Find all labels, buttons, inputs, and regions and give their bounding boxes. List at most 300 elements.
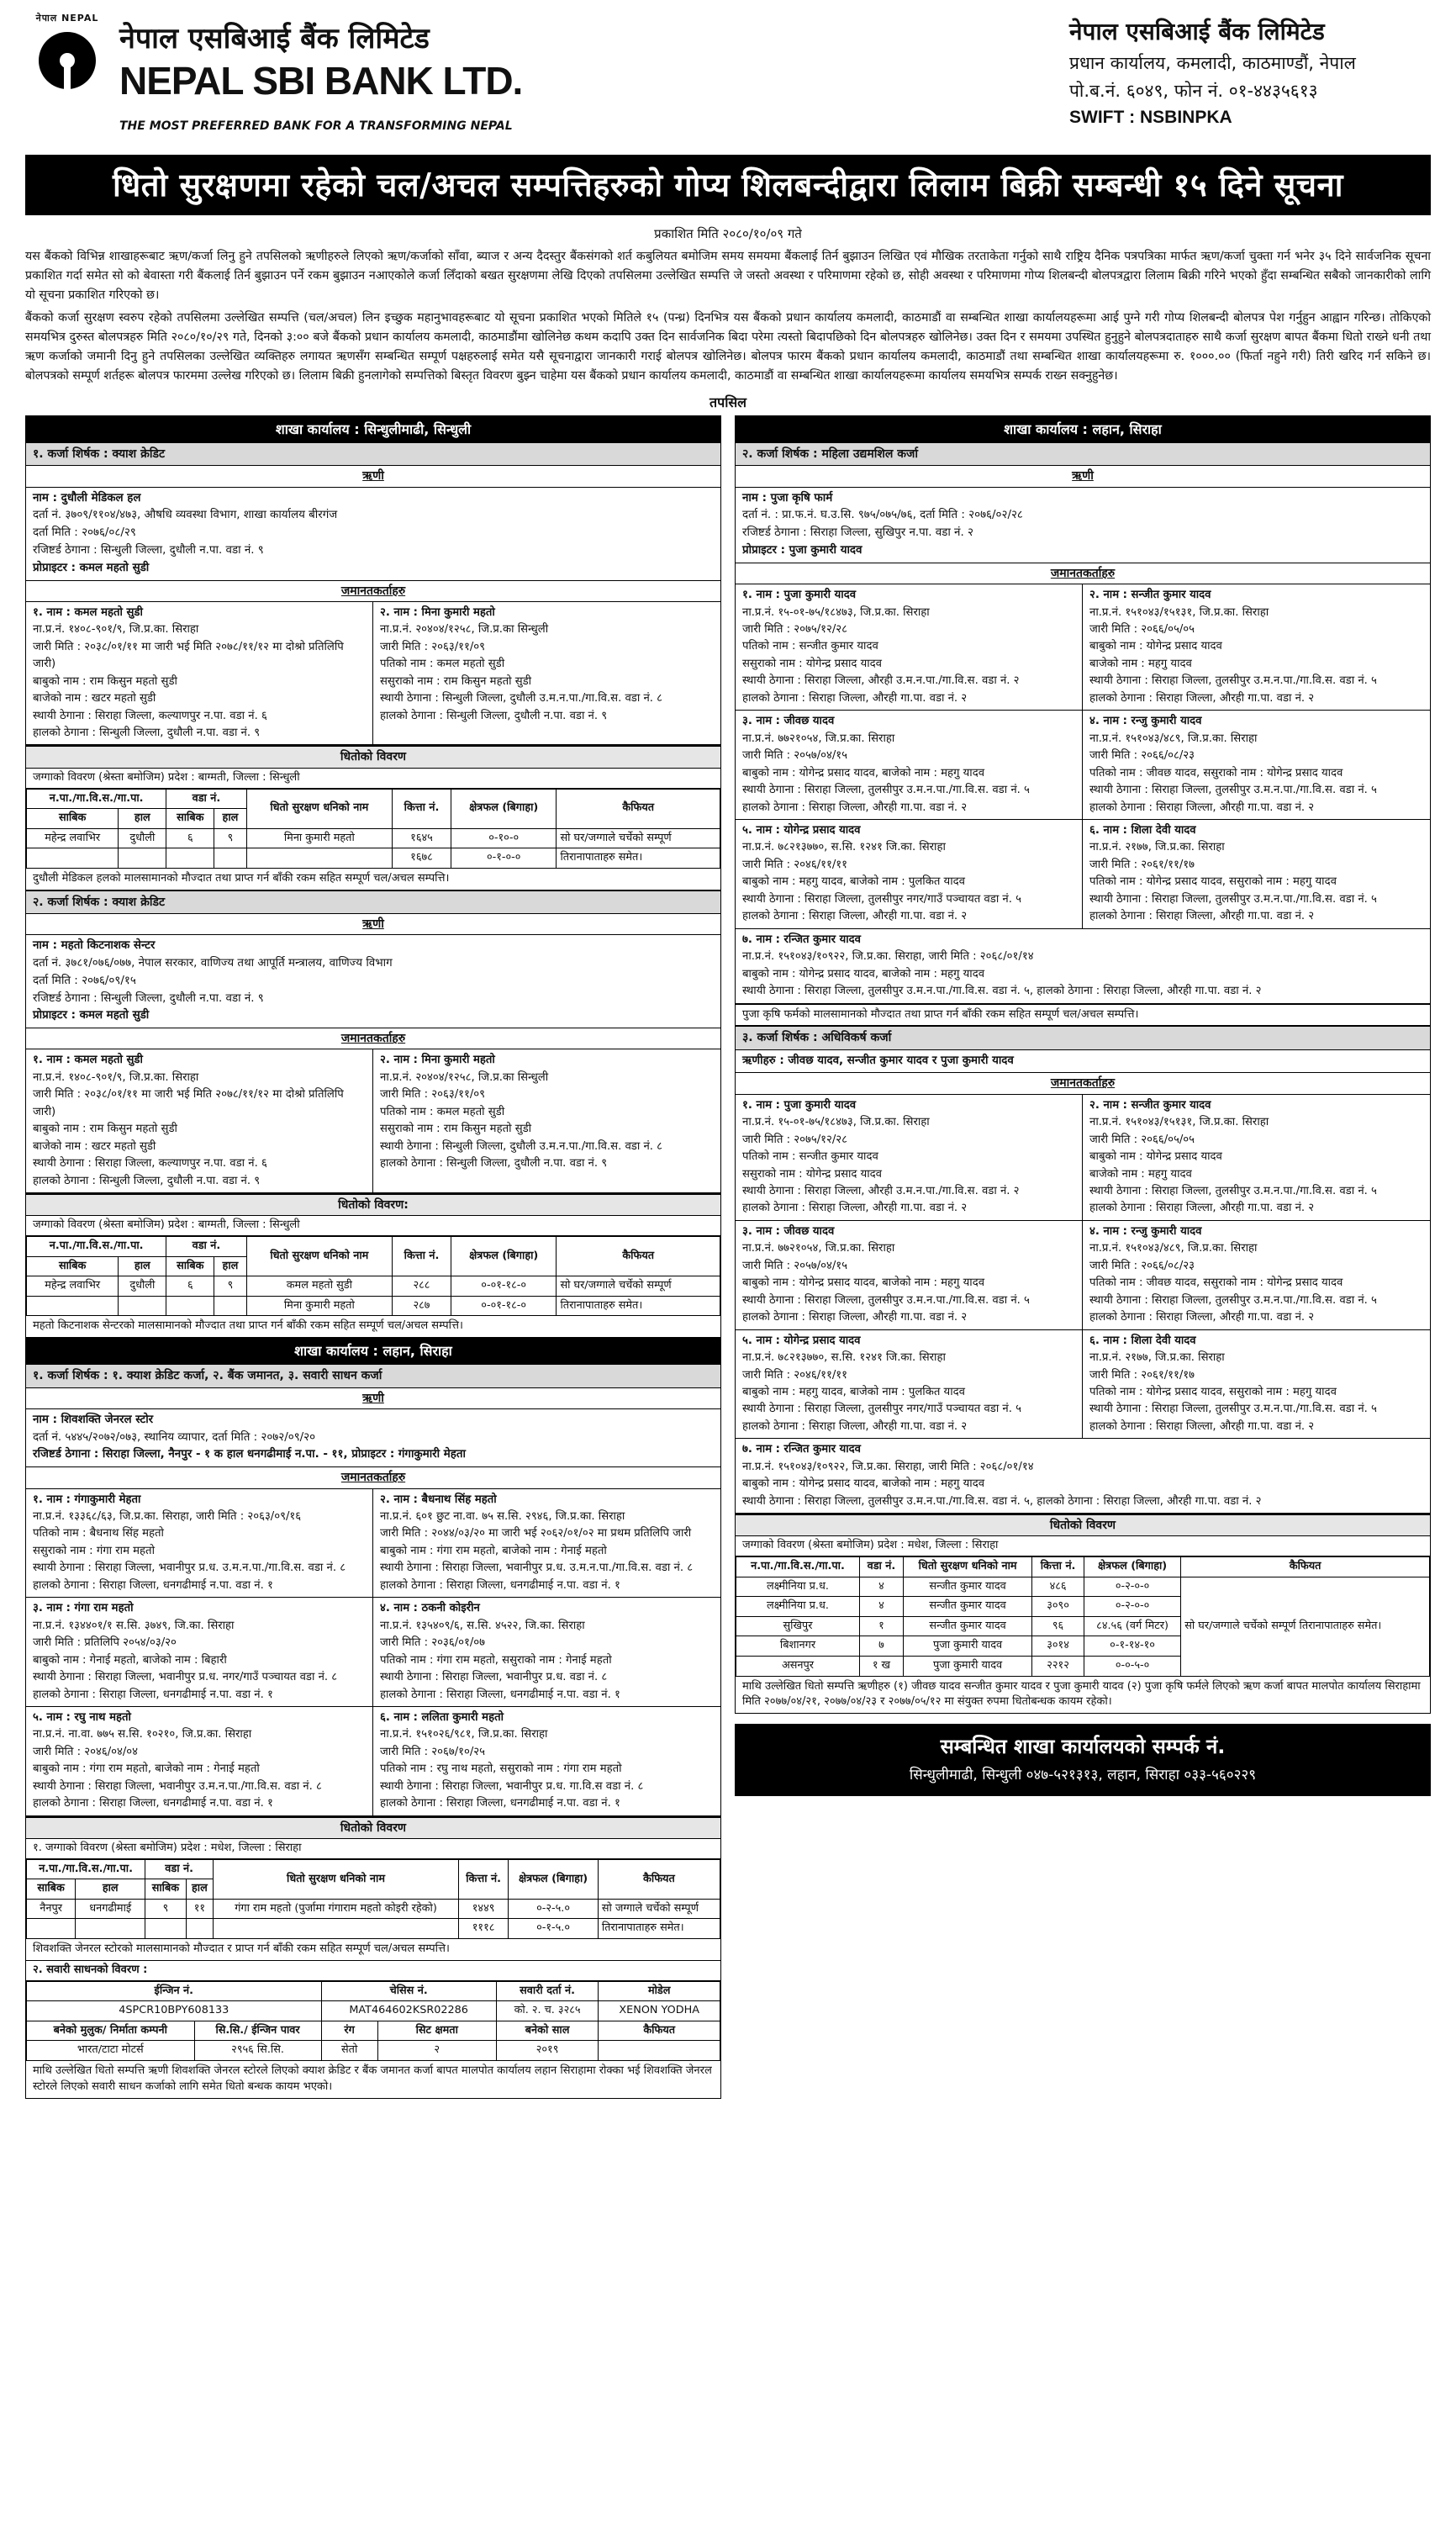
table-cell (27, 1296, 119, 1316)
borrower-details (26, 1409, 720, 1467)
table-cell: लक्ष्मीनिया प्र.ध. (736, 1597, 860, 1617)
table-cell: सो घर/जग्गाले चर्चेको सम्पूर्ण (557, 828, 720, 848)
guarantor-line: स्थायी ठेगाना : सिराहा जिल्ला, भवानीपुर प्र.ध. गा.वि.स वडा नं. ८ (380, 1779, 644, 1793)
guarantor-line: बाबुको नाम : योगेन्द्र प्रसाद यादव, बाजेको नाम : महगु यादव (742, 1276, 985, 1290)
guarantor-name: १. नाम : पुजा कुमारी यादव (742, 1098, 857, 1112)
column-header: सवारी दर्ता नं. (496, 1981, 599, 2001)
loan-title: ३. कर्जा शिर्षक : अधिविकर्ष कर्जा (736, 1026, 1430, 1049)
column-header: सिट क्षमता (377, 2021, 496, 2041)
guarantor-line: स्थायी ठेगाना : सिराहा जिल्ला, तुलसीपुर उ.म.न.पा./गा.वि.स. वडा नं. ५, हालको ठेगाना : सिराहा जिल्ला, औरही गा.पा. वडा नं. २ (742, 1494, 1262, 1508)
vehicle-header-row (27, 2021, 720, 2041)
column-subheader: हाल (186, 1879, 213, 1900)
guarantor-line: बाबुको नाम : राम किसुन महतो सुडी (33, 674, 177, 688)
guarantor-line: हालको ठेगाना : सिराहा जिल्ला, औरही गा.पा. वडा नं. २ (1089, 1311, 1315, 1324)
table-cell: ९ (145, 1899, 186, 1919)
table-cell: ०-१-०-० (451, 848, 557, 869)
table-cell: 4SPCR10BPY608133 (27, 2001, 322, 2021)
table-cell: असनपुर (736, 1657, 860, 1677)
table-cell: ०-०-५-० (1084, 1657, 1180, 1677)
guarantor-line: बाबुको नाम : गेनाई महतो, बाजेको नाम : बिहारी (33, 1653, 227, 1667)
guarantor-line: बाबुको नाम : महगु यादव, बाजेको नाम : पुलकित यादव (742, 875, 965, 889)
guarantor-card (1083, 711, 1430, 820)
column-subheader: हाल (119, 809, 166, 829)
table-cell (76, 1919, 145, 1939)
guarantors-heading: जमानतकर्ताहरु (26, 1467, 720, 1488)
table-cell: ६ (166, 1276, 214, 1297)
guarantor-line: स्थायी ठेगाना : सिराहा जिल्ला, औरही उ.म.न.पा./गा.वि.स. वडा नं. २ (742, 1184, 1020, 1197)
collateral-table (736, 1556, 1430, 1676)
guarantor-card (736, 820, 1083, 929)
table-header-row (27, 789, 720, 809)
column-header: कित्ता नं. (1032, 1557, 1084, 1577)
collateral-note: दुधौली मेडिकल हलको मालसामानको मौज्दात तथा प्राप्त गर्न बाँकी रकम सहित सम्पूर्ण चल/अचल सम्पत्ति। (26, 869, 720, 890)
borrower-line: रजिष्टर्ड ठेगाना : सिराहा जिल्ला, सुखिपुर न.पा. वडा नं. २ (742, 526, 973, 540)
head-office-info (1069, 13, 1431, 132)
guarantor-line: स्थायी ठेगाना : सिराहा जिल्ला, तुलसीपुर नगर/गाउँ पञ्चायत वडा नं. ५ (742, 892, 1021, 906)
guarantor-line: स्थायी ठेगाना : सिराहा जिल्ला, तुलसीपुर उ.म.न.पा./गा.वि.स. वडा नं. ५ (742, 1293, 1030, 1307)
borrower-line: दर्ता मिति : २०७६/०९/१५ (33, 974, 136, 987)
guarantor-line: स्थायी ठेगाना : सिराहा जिल्ला, तुलसीपुर उ.म.न.पा./गा.वि.स. वडा नं. ५, हालको ठेगाना : सिराहा जिल्ला, औरही गा.पा. वडा नं. २ (742, 985, 1262, 998)
guarantor-line: हालको ठेगाना : सिराहा जिल्ला, औरही गा.पा. वडा नं. २ (1089, 1419, 1315, 1433)
guarantor-line: ना.प्र.नं. ७८२१३७७०, स.सि. १२४१ जि.का. सिराहा (742, 841, 946, 854)
table-row (27, 848, 720, 869)
table-cell: ९६ (1032, 1616, 1084, 1636)
collateral-heading: धितोको विवरण (736, 1514, 1430, 1536)
guarantor-line: हालको ठेगाना : सिराहा जिल्ला, धनगढीमाई न.पा. वडा नं. १ (380, 1578, 620, 1592)
right-column-wrap (735, 415, 1431, 2099)
table-cell: २२१२ (1032, 1657, 1084, 1677)
guarantor-line: बाजेको नाम : महगु यादव (1089, 1167, 1192, 1181)
table-row (27, 1919, 720, 1939)
guarantor-line: हालको ठेगाना : सिराहा जिल्ला, धनगढीमाई न.पा. वडा नं. १ (33, 1688, 273, 1701)
guarantor-line: जारी मिति : २०६६/०५/०५ (1089, 1133, 1195, 1146)
column-header: वडा नं. (859, 1557, 903, 1577)
guarantor-line: ना.प्र.नं. १५१०४३/१५१३१, जि.प्र.का. सिराहा (1089, 605, 1269, 619)
table-cell: कमल महतो सुडी (246, 1276, 392, 1297)
borrower-line: दर्ता मिति : २०७६/०८/२९ (33, 526, 136, 540)
guarantor-name: ५. नाम : रघु नाथ महतो (33, 1710, 131, 1724)
loan-title: २. कर्जा शिर्षक : क्याश क्रेडिट (26, 890, 720, 914)
table-cell (119, 848, 166, 869)
borrower-line: प्रोप्राइटर : पुजा कुमारी यादव (742, 544, 863, 558)
guarantor-line: हालको ठेगाना : सिराहा जिल्ला, धनगढीमाई न.पा. वडा नं. १ (33, 1797, 273, 1810)
guarantor-line: पतिको नाम : योगेन्द्र प्रसाद यादव, ससुराको नाम : महगु यादव (1089, 875, 1337, 889)
table-cell: सेतो (321, 2041, 377, 2061)
guarantor-line: पतिको नाम : जीवछ यादव, ससुराको नाम : योगेन्द्र प्रसाद यादव (1089, 1276, 1343, 1290)
guarantor-line: ना.प्र.नं. १३५४०९/६, स.सि. ४५२२, जि.का. सिराहा (380, 1619, 585, 1632)
column-header: कैफियत (598, 1859, 720, 1899)
borrowers-line: ऋणीहरु : जीवछ यादव, सन्जीत कुमार यादव र पुजा कुमारी यादव (736, 1050, 1430, 1074)
guarantor-line: ना.प्र.नं. १५१०४३/१५१३१, जि.प्र.का. सिराहा (1089, 1116, 1269, 1129)
guarantor-line: ससुराको नाम : योगेन्द्र प्रसाद यादव (742, 1167, 883, 1181)
guarantors-heading: जमानतकर्ताहरु (736, 1073, 1430, 1094)
guarantor-line: ना.प्र.नं. १५१०४३/४८९, जि.प्र.का. सिराहा (1089, 1242, 1258, 1255)
guarantor-line: हालको ठेगाना : सिन्धुली जिल्ला, दुधौली न.पा. वडा नं. ९ (33, 727, 261, 740)
notice-title: धितो सुरक्षणमा रहेको चल/अचल सम्पत्तिहरुको गोप्य शिलबन्दीद्वारा लिलाम बिक्री सम्बन्धी १५ दिने सूचना (25, 155, 1431, 215)
sbi-logo (25, 13, 109, 98)
table-cell: महेन्द्र लवाभिर (27, 828, 119, 848)
guarantors-heading: जमानतकर्ताहरु (26, 1028, 720, 1049)
table-row (27, 828, 720, 848)
collateral-note: पुजा कृषि फर्मको मालसामानको मौज्दात तथा प्राप्त गर्न बाँकी रकम सहित सम्पूर्ण चल/अचल सम्पत्ति। (736, 1005, 1430, 1027)
column-header: कैफियत (599, 2021, 720, 2041)
table-cell: सन्जीत कुमार यादव (903, 1577, 1031, 1597)
table-header-row (27, 1237, 720, 1257)
guarantor-line: जारी मिति : २०६३/११/०९ (380, 1088, 486, 1102)
guarantor-line: हालको ठेगाना : सिराहा जिल्ला, औरही गा.पा. वडा नं. २ (742, 691, 968, 705)
table-cell: ९ (214, 828, 246, 848)
column-subheader: हाल (214, 1256, 246, 1276)
guarantor-name: १. नाम : कमल महतो सुडी (33, 1054, 143, 1067)
branch-heading: शाखा कार्यालय : लहान, सिराहा (26, 1338, 720, 1364)
borrower-line: प्रोप्राइटर : कमल महतो सुडी (33, 1009, 150, 1023)
branch-heading: शाखा कार्यालय : लहान, सिराहा (736, 416, 1430, 442)
guarantor-card (736, 929, 1430, 1004)
column-header: कैफियत (1181, 1557, 1430, 1577)
guarantor-name: ३. नाम : जीवछ यादव (742, 715, 835, 728)
borrower-line: दर्ता नं. ३७०९/११०४/४७३, औषधि व्यवस्था विभाग, शाखा कार्यालय बीरगंज (33, 509, 338, 522)
guarantor-line: हालको ठेगाना : सिन्धुली जिल्ला, दुधौली न.पा. वडा नं. ९ (33, 1174, 261, 1187)
table-cell (214, 1296, 246, 1316)
guarantor-line: स्थायी ठेगाना : सिराहा जिल्ला, तुलसीपुर उ.म.न.पा./गा.वि.स. वडा नं. ५ (1089, 1403, 1377, 1416)
table-cell: २०१९ (496, 2041, 599, 2061)
guarantor-line: बाजेको नाम : खटर महतो सुडी (33, 692, 156, 705)
column-header: चेसिस नं. (321, 1981, 496, 2001)
table-cell: मिना कुमारी महतो (246, 828, 392, 848)
table-cell: को. २. च. ३२८५ (496, 2001, 599, 2021)
guarantor-card (736, 1221, 1083, 1330)
collateral-heading: धितोको विवरण: (26, 1194, 720, 1216)
table-cell: सो जग्गाले चर्चेको सम्पूर्ण (598, 1899, 720, 1919)
column-header: न.पा./गा.वि.स./गा.पा. (27, 789, 166, 809)
guarantor-line: ना.प्र.नं. १४०८-९०१/९, जि.प्र.का. सिराहा (33, 623, 199, 637)
loan-title: १. कर्जा शिर्षक : १. क्याश क्रेडिट कर्जा, २. बैंक जमानत, ३. सवारी साधन कर्जा (26, 1364, 720, 1387)
guarantor-line: ना.प्र.नं. १५१०२६/९८१, जि.प्र.का. सिराहा (380, 1728, 548, 1741)
guarantor-line: जारी मिति : २०४६/०४/०४ (33, 1745, 139, 1758)
contact-box (735, 1724, 1431, 1795)
table-cell: ४८६ (1032, 1577, 1084, 1597)
guarantor-line: जारी मिति : २०४६/११/११ (742, 858, 848, 871)
table-cell: २८७ (393, 1296, 451, 1316)
table-cell: MAT464602KSR02286 (321, 2001, 496, 2021)
guarantor-line: बाबुको नाम : योगेन्द्र प्रसाद यादव, बाजेको नाम : महगु यादव (742, 967, 985, 980)
vehicle-heading: २. सवारी साधनको विवरण : (26, 1961, 720, 1981)
table-cell: ७ (859, 1636, 903, 1657)
logo-caption: नेपाल NEPAL (35, 13, 99, 24)
table-cell: तिरानापाताहरु समेत। (598, 1919, 720, 1939)
column-header: कैफियत (557, 789, 720, 828)
table-cell: १६४५ (393, 828, 451, 848)
guarantor-line: ना.प्र.नं. १४०८-९०१/९, जि.प्र.का. सिराहा (33, 1070, 199, 1084)
guarantor-line: पतिको नाम : बैधनाथ सिंह महतो (33, 1527, 164, 1540)
guarantor-name: ७. नाम : रन्जित कुमार यादव (742, 933, 861, 946)
guarantor-line: हालको ठेगाना : सिराहा जिल्ला, औरही गा.पा. वडा नं. २ (742, 1419, 968, 1433)
column-subheader: हाल (119, 1256, 166, 1276)
guarantor-line: बाबुको नाम : गंगा राम महतो, बाजेको नाम : गेनाई महतो (33, 1762, 260, 1776)
guarantor-line: जारी मिति : २०६१/११/१७ (1089, 858, 1195, 871)
column-header: धितो सुरक्षण धनिको नाम (246, 1237, 392, 1276)
vehicle-header-row (27, 1981, 720, 2001)
guarantor-line: बाबुको नाम : योगेन्द्र प्रसाद यादव, बाजेको नाम : महगु यादव (742, 1477, 985, 1491)
borrower-line: रजिष्टर्ड ठेगाना : सिन्धुली जिल्ला, दुधौली न.पा. वडा नं. ९ (33, 991, 264, 1005)
guarantor-line: स्थायी ठेगाना : सिराहा जिल्ला, तुलसीपुर नगर/गाउँ पञ्चायत वडा नं. ५ (742, 1403, 1021, 1416)
guarantor-line: पतिको नाम : जीवछ यादव, ससुराको नाम : योगेन्द्र प्रसाद यादव (1089, 766, 1343, 779)
table-cell: ०-२-०-० (1084, 1597, 1180, 1617)
guarantor-card (1083, 1221, 1430, 1330)
guarantor-line: हालको ठेगाना : सिन्धुली जिल्ला, दुधौली न.पा. वडा नं. ९ (380, 709, 608, 722)
guarantors-grid (26, 1489, 720, 1817)
column-subheader: साबिक (27, 809, 119, 829)
swift-code: SWIFT : NSBINPKA (1069, 108, 1232, 128)
table-cell: दुधौली (119, 1276, 166, 1297)
guarantor-line: ना.प्र.नं. २०४०४/१२५८, जि.प्र.का सिन्धुली (380, 623, 549, 637)
guarantor-card (26, 1598, 373, 1707)
column-subheader: साबिक (166, 809, 214, 829)
guarantor-line: जारी मिति : २०७५/१२/२८ (742, 1133, 848, 1146)
guarantor-line: जारी मिति : २०३६/०१/०७ (380, 1636, 486, 1650)
guarantors-grid (26, 1049, 720, 1194)
table-cell (246, 848, 392, 869)
table-cell: २८८ (393, 1276, 451, 1297)
guarantor-name: ४. नाम : ठकनी कोइरीन (380, 1602, 480, 1615)
guarantor-line: बाबुको नाम : योगेन्द्र प्रसाद यादव, बाजेको नाम : महगु यादव (742, 766, 985, 779)
guarantor-name: ३. नाम : जीवछ यादव (742, 1224, 835, 1238)
header (25, 13, 1431, 148)
guarantor-card (373, 1598, 720, 1707)
guarantor-name: ४. नाम : रन्जु कुमारी यादव (1089, 1224, 1202, 1238)
table-header-row (736, 1557, 1430, 1577)
guarantor-line: हालको ठेगाना : सिराहा जिल्ला, धनगढीमाई न.पा. वडा नं. १ (380, 1688, 620, 1701)
guarantor-card (373, 1049, 720, 1193)
guarantor-line: जारी मिति : २०३८/०१/११ मा जारी भई मिति २०७८/११/१२ मा दोश्रो प्रतिलिपि जारी) (33, 640, 344, 671)
column-header: क्षेत्रफल (बिगाहा) (1084, 1557, 1180, 1577)
guarantor-line: बाबुको नाम : राम किसुन महतो सुडी (33, 1123, 177, 1136)
vehicle-row (27, 2041, 720, 2061)
guarantor-line: स्थायी ठेगाना : सिराहा जिल्ला, भवानीपुर उ.म.न.पा./गा.वि.स. वडा नं. ८ (33, 1779, 322, 1793)
guarantor-card (736, 1330, 1083, 1440)
guarantor-name: ३. नाम : गंगा राम महतो (33, 1602, 134, 1615)
column-header: कैफियत (557, 1237, 720, 1276)
collateral-note: शिवशक्ति जेनरल स्टोरको मालसामानको मौज्दात र प्राप्त गर्न बाँकी रकम सहित सम्पूर्ण चल/अचल सम्पत्ति। (26, 1939, 720, 1961)
column-header: ईन्जिन नं. (27, 1981, 322, 2001)
guarantor-line: स्थायी ठेगाना : सिराहा जिल्ला, भवानीपुर प्र.ध. वडा नं. ८ (380, 1671, 608, 1684)
collateral-table (26, 789, 720, 869)
table-cell: धनगढीमाई (76, 1899, 145, 1919)
branch-heading: शाखा कार्यालय : सिन्धुलीमाढी, सिन्धुली (26, 416, 720, 442)
office-phone: पो.ब.नं. ६०४९, फोन नं. ०१-४४३५६१३ (1069, 80, 1318, 101)
guarantor-card (373, 1489, 720, 1599)
guarantor-line: हालको ठेगाना : सिन्धुली जिल्ला, दुधौली न.पा. वडा नं. ९ (380, 1157, 608, 1171)
table-cell: गंगा राम महतो (पुर्जामा गंगाराम महतो कोइरी रहेको) (214, 1899, 459, 1919)
guarantor-line: बाजेको नाम : खटर महतो सुडी (33, 1139, 156, 1153)
guarantor-line: बाबुको नाम : गंगा राम महतो, बाजेको नाम : गेनाई महतो (380, 1544, 607, 1557)
guarantor-name: २. नाम : सन्जीत कुमार यादव (1089, 589, 1211, 602)
column-header: धितो सुरक्षण धनिको नाम (246, 789, 392, 828)
guarantor-card (1083, 1095, 1430, 1221)
column-subheader: साबिक (145, 1879, 186, 1900)
guarantor-name: २. नाम : बैधनाथ सिंह महतो (380, 1493, 497, 1506)
table-cell: सुखिपुर (736, 1616, 860, 1636)
office-address: प्रधान कार्यालय, कमलादी, काठमाण्डौं, नेपाल (1069, 53, 1356, 74)
guarantor-line: ना.प्र.नं. १५१०४३/१०९२२, जि.प्र.का. सिराहा, जारी मिति : २०६८/०१/१४ (742, 1460, 1034, 1473)
contact-title: सम्बन्धित शाखा कार्यालयको सम्पर्क नं. (940, 1735, 1226, 1759)
table-cell (186, 1919, 213, 1939)
column-header: क्षेत्रफल (बिगाहा) (451, 789, 557, 828)
guarantors-grid (26, 602, 720, 747)
borrower-heading: ऋणी (26, 1388, 720, 1409)
column-header: धितो सुरक्षण धनिको नाम (214, 1859, 459, 1899)
table-cell: महेन्द्र लवाभिर (27, 1276, 119, 1297)
guarantor-line: स्थायी ठेगाना : सिराहा जिल्ला, भवानीपुर प्र.ध. उ.म.न.पा./गा.वि.स. वडा नं. ८ (380, 1562, 694, 1575)
guarantor-line: स्थायी ठेगाना : सिराहा जिल्ला, भवानीपुर प्र.ध. उ.म.न.पा./गा.वि.स. वडा नं. ८ (33, 1562, 346, 1575)
table-cell: पुजा कुमारी यादव (903, 1636, 1031, 1657)
table-cell: ८४.५६ (वर्ग मिटर) (1084, 1616, 1180, 1636)
column-header: सि.सि./ ईन्जिन पावर (194, 2021, 321, 2041)
column-header: वडा नं. (166, 1237, 246, 1257)
guarantor-line: स्थायी ठेगाना : सिराहा जिल्ला, तुलसीपुर उ.म.न.पा./गा.वि.स. वडा नं. ५ (1089, 674, 1377, 688)
guarantor-card (736, 1439, 1430, 1514)
table-cell: ९ (214, 1276, 246, 1297)
borrower-line: दर्ता नं. : प्रा.फ.नं. घ.उ.सि. ९७५/०७५/७६, दर्ता मिति : २०७६/०२/२८ (742, 509, 1023, 522)
guarantor-line: स्थायी ठेगाना : सिराहा जिल्ला, तुलसीपुर उ.म.न.पा./गा.वि.स. वडा नं. ५ (1089, 1184, 1377, 1197)
column-header: न.पा./गा.वि.स./गा.पा. (27, 1237, 166, 1257)
column-header: न.पा./गा.वि.स./गा.पा. (736, 1557, 860, 1577)
column-subheader: साबिक (166, 1256, 214, 1276)
guarantor-line: स्थायी ठेगाना : सिन्धुली जिल्ला, दुधौली उ.म.न.पा./गा.वि.स. वडा नं. ८ (380, 1139, 663, 1153)
guarantor-line: बाबुको नाम : महगु यादव, बाजेको नाम : पुलकित यादव (742, 1385, 965, 1398)
column-header: धितो सुरक्षण धनिको नाम (903, 1557, 1031, 1577)
guarantor-name: ५. नाम : योगेन्द्र प्रसाद यादव (742, 823, 861, 837)
guarantors-heading: जमानतकर्ताहरु (26, 581, 720, 602)
contact-numbers: सिन्धुलीमाढी, सिन्धुली ०४७-५२१३१३, लहान, सिराहा ०३३-५६०२२९ (909, 1767, 1257, 1784)
land-location: १. जग्गाको विवरण (श्रेस्ता बमोजिम) प्रदेश : मधेश, जिल्ला : सिराहा (26, 1839, 720, 1859)
guarantor-line: हालको ठेगाना : सिराहा जिल्ला, औरही गा.पा. वडा नं. २ (1089, 801, 1315, 814)
table-cell: तिरानापाताहरु समेत। (557, 1296, 720, 1316)
guarantor-line: ससुराको नाम : राम किसुन महतो सुडी (380, 1123, 532, 1136)
guarantor-card (736, 1095, 1083, 1221)
guarantor-line: ना.प्र.नं. १५-०१-७५/१८४७३, जि.प्र.का. सिराहा (742, 605, 930, 619)
guarantor-line: बाबुको नाम : योगेन्द्र प्रसाद यादव (1089, 1150, 1222, 1164)
publication-date: प्रकाशित मिति २०८०/१०/०९ गते (654, 226, 802, 241)
intro-text (25, 247, 1431, 386)
guarantor-line: पतिको नाम : कमल महतो सुडी (380, 658, 505, 671)
column-subheader: साबिक (27, 1256, 119, 1276)
table-cell: XENON YODHA (599, 2001, 720, 2021)
guarantor-line: बाबुको नाम : योगेन्द्र प्रसाद यादव (1089, 640, 1222, 653)
guarantors-grid (736, 1095, 1430, 1514)
guarantor-card (1083, 584, 1430, 711)
table-cell: ०-२-०-० (1084, 1577, 1180, 1597)
land-location: जग्गाको विवरण (श्रेस्ता बमोजिम) प्रदेश : बाग्मती, जिल्ला : सिन्धुली (26, 1216, 720, 1236)
guarantor-line: पतिको नाम : सन्जीत कुमार यादव (742, 1150, 878, 1164)
collateral-table (26, 1236, 720, 1316)
table-cell (214, 848, 246, 869)
guarantor-line: जारी मिति : २०७५/१२/२८ (742, 622, 848, 636)
borrower-details (736, 488, 1430, 563)
guarantor-card (736, 711, 1083, 820)
table-row (736, 1577, 1430, 1597)
land-location: जग्गाको विवरण (श्रेस्ता बमोजिम) प्रदेश : बाग्मती, जिल्ला : सिन्धुली (26, 769, 720, 789)
column-header: मोडेल (599, 1981, 720, 2001)
guarantor-line: जारी मिति : २०६३/११/०९ (380, 640, 486, 653)
table-row (27, 1899, 720, 1919)
loan-title: १. कर्जा शिर्षक : क्याश क्रेडिट (26, 442, 720, 466)
guarantor-name: २. नाम : सन्जीत कुमार यादव (1089, 1098, 1211, 1112)
table-cell: १६७८ (393, 848, 451, 869)
table-cell: सन्जीत कुमार यादव (903, 1616, 1031, 1636)
table-cell: १११८ (458, 1919, 508, 1939)
land-location: जग्गाको विवरण (श्रेस्ता बमोजिम) प्रदेश : मधेश, जिल्ला : सिराहा (736, 1536, 1430, 1556)
borrower-heading: ऋणी (26, 914, 720, 935)
table-cell: १ ख (859, 1657, 903, 1677)
column-header: कित्ता नं. (393, 1237, 451, 1276)
table-cell: २९५६ सि.सि. (194, 2041, 321, 2061)
table-cell: दुधौली (119, 828, 166, 848)
guarantor-line: पतिको नाम : सन्जीत कुमार यादव (742, 640, 878, 653)
column-header: रंग (321, 2021, 377, 2041)
table-cell: पुजा कुमारी यादव (903, 1657, 1031, 1677)
vehicle-note: माथि उल्लेखित धितो सम्पत्ति ऋणी शिवशक्ति जेनरल स्टोरले लिएको क्याश क्रेडिट र बैंक जमानत कर्जा बापत मालपोत कार्यालय लहान सिराहामा रोक्का भई शिवशक्ति जेनरल स्टोरले लिएको सवारी साधन कर्जाको लागि समेत धितो बन्धक कायम भएको। (33, 2064, 712, 2093)
borrower-line: नाम : महतो किटनाशक सेन्टर (33, 939, 156, 953)
guarantors-grid (736, 584, 1430, 1004)
table-cell: २ (377, 2041, 496, 2061)
table-cell: सो घर/जग्गाले चर्चेको सम्पूर्ण (557, 1276, 720, 1297)
collateral-table (26, 1859, 720, 1939)
guarantor-line: पतिको नाम : रघु नाथ महतो, ससुराको नाम : गंगा राम महतो (380, 1762, 622, 1776)
intro-paragraph: बैंकको कर्जा सुरक्षण स्वरुप रहेको तपसिलमा उल्लेखित सम्पत्ति (चल/अचल) लिन इच्छुक महानुभावहरूबाट यो सूचना प्रकाशित भएको मितिले १५ (पन्ध्र) दिनभित्र यस बैंकको प्रधान कार्यालय कमलादी, काठमाडौं वा सम्बन्धित शाखा कार्यालयहरूमा आई पुग्ने गरी गोप्य शिलबन्दी बोलपत्र पेश गर्नुहुन आह्वान गरिन्छ। तोकिएको समयभित्र दुरुस्त बोलपत्रहरु मिति २०८०/१०/२९ गते, दिनको ३:०० बजे बैंकको प्रधान कार्यालय कमलादी, काठमाडौंमा खोलिनेछ कथम कदापि उक्त दिन सार्वजनिक बिदा परेमा त्यस्तो बिदापछिको दिन बोलपत्रहरु खोलिनेछ। उक्त दिन र समयमा उपस्थित हुनुहुने बोलपत्रदाताहरु साथै कर्जा सुरक्षण बापत बैंकमा धितो राख्ने धनी तथा ऋण कर्जाको जमानी दिनु हुने तपसिलका उल्लेखित व्यक्तिहरु लगायत ऋणसँग सम्बन्धित सम्पूर्ण पक्षहरुलाई समेत यसै सूचनाद्वारा जानकारी गराई बोलपत्र खोलिनेछ। बोलपत्र फारम बैंकको प्रधान कार्यालय कमलादी, काठमाडौं तथा सम्बन्धित शाखा कार्यालयहरूमा रु. १०००.०० (फिर्ता नहुने गरी) तिरी खरिद गर्न सकिने छ। बोलपत्रको सम्पूर्ण शर्तहरू बोलपत्र फारममा उल्लेख गरिएको छ। लिलाम बिक्री हुनलागेको सम्पत्तिको बिस्तृत विवरण बुझ्न चाहेमा यस बैंकको प्रधान कार्यालय कमलादी, काठमाडौं वा सम्बन्धित शाखा कार्यालयहरूमा कार्यालय समयभित्र सम्पर्क राख्न सक्नुहुनेछ। (25, 310, 1431, 383)
table-cell (599, 2041, 720, 2061)
borrower-line: नाम : पुजा कृषि फार्म (742, 491, 833, 505)
table-cell (166, 848, 214, 869)
guarantor-line: पतिको नाम : कमल महतो सुडी (380, 1105, 505, 1118)
borrower-line: रजिष्टर्ड ठेगाना : सिराहा जिल्ला, नैनपुर - १ क हाल धनगढीमाई न.पा. - ११, प्रोप्राइटर : गंगाकुमारी मेहता (33, 1448, 466, 1461)
guarantor-name: २. नाम : मिना कुमारी महतो (380, 1054, 495, 1067)
table-cell: लक्ष्मीनिया प्र.ध. (736, 1577, 860, 1597)
table-cell: ४ (859, 1577, 903, 1597)
vehicle-table (26, 1981, 720, 2061)
guarantor-name: १. नाम : गंगाकुमारी मेहता (33, 1493, 141, 1506)
table-cell: बिशानगर (736, 1636, 860, 1657)
table-cell: ११ (186, 1899, 213, 1919)
collateral-heading: धितोको विवरण (26, 746, 720, 768)
guarantor-name: ४. नाम : रन्जु कुमारी यादव (1089, 715, 1202, 728)
borrower-line: दर्ता नं. ५४४५/२०७२/०७३, स्थानिय व्यापार, दर्ता मिति : २०७२/०९/२० (33, 1430, 316, 1444)
table-cell: ३०१४ (1032, 1636, 1084, 1657)
guarantor-line: पतिको नाम : गंगा राम महतो, ससुराको नाम : गेनाई महतो (380, 1653, 612, 1667)
guarantor-card (1083, 820, 1430, 929)
guarantor-line: स्थायी ठेगाना : सिराहा जिल्ला, तुलसीपुर उ.म.न.पा./गा.वि.स. वडा नं. ५ (1089, 784, 1377, 797)
guarantor-card (373, 602, 720, 746)
guarantor-line: स्थायी ठेगाना : सिराहा जिल्ला, तुलसीपुर उ.म.न.पा./गा.वि.स. वडा नं. ५ (1089, 1293, 1377, 1307)
vehicle-row (27, 2001, 720, 2021)
guarantor-line: ससुराको नाम : योगेन्द्र प्रसाद यादव (742, 657, 883, 670)
guarantor-line: बाजेको नाम : महगु यादव (1089, 657, 1192, 670)
guarantor-line: ना.प्र.नं. १५१०४३/४८९, जि.प्र.का. सिराहा (1089, 732, 1258, 745)
intro-paragraph: यस बैंकको विभिन्न शाखाहरूबाट ऋण/कर्जा लिनु हुने तपसिलको ऋणीहरुले लिएको ऋण/कर्जाको साँवा, ब्याज र अन्य दैदस्तुर बैंकसंगको शर्त कबुलियत बमोजिम समय समयमा बैंकलाई तिर्न बुझाउन लिखित एवं मौखिक तरताकेता गर्नुको साथै राष्ट्रिय दैनिक पत्रपत्रिका मार्फत ऋण/कर्जा चुक्ता गर्न भनेर ३५ दिने सार्वजनिक सूचना प्रकाशित गर्दा समेत सो को बेवास्ता गरी बैंकलाई तिर्न बुझाउन पर्ने रकम बुझाउन नआएकोले कर्जा लिँदाको बखत सुरक्षणमा लेखि दिएको तपसिलमा उल्लेखित सम्पत्ति जे जस्तो अवस्था र परिमाणमा रहेको छ, सोही अवस्था र परिमाणमा गोप्य शिलबन्दी बोलपत्रद्वारा लिलाम बिक्री गरिने भएको हुँदा सम्बन्धित सबैको जानकारीको लागि यो सूचना प्रकाशित गरिएको छ। (25, 249, 1431, 302)
guarantor-line: जारी मिति : २०४६/११/११ (742, 1368, 848, 1382)
guarantor-card (26, 1489, 373, 1599)
guarantor-card (26, 602, 373, 746)
table-cell: १ (859, 1616, 903, 1636)
table-cell: ०-०१-१८-० (451, 1296, 557, 1316)
guarantor-line: ना.प्र.नं. २१७७, जि.प्र.का. सिराहा (1089, 1351, 1225, 1365)
guarantor-line: हालको ठेगाना : सिराहा जिल्ला, औरही गा.पा. वडा नं. २ (1089, 1202, 1315, 1215)
column-header: कित्ता नं. (458, 1859, 508, 1899)
guarantor-line: ना.प्र.नं. ७७२१०५४, जि.प्र.का. सिराहा (742, 732, 895, 745)
guarantor-name: ६. नाम : शिला देवी यादव (1089, 1334, 1196, 1347)
column-header: क्षेत्रफल (बिगाहा) (509, 1859, 599, 1899)
borrower-line: रजिष्टर्ड ठेगाना : सिन्धुली जिल्ला, दुधौली न.पा. वडा नं. ९ (33, 544, 264, 558)
